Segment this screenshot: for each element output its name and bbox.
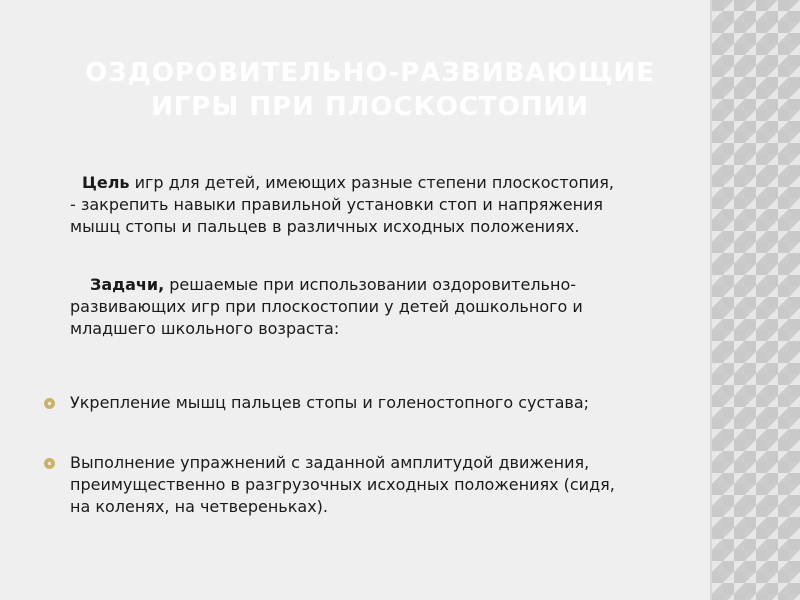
goal-paragraph xyxy=(70,172,670,238)
goal-line-1: игр для детей, имеющих разные степени плоскостопия, xyxy=(129,173,615,192)
side-decorative-pattern xyxy=(712,0,800,600)
title-line-1: ОЗДОРОВИТЕЛЬНО-РАЗВИВАЮЩИЕ xyxy=(85,58,655,88)
list-item xyxy=(44,452,674,518)
goal-label: Цель xyxy=(82,173,130,192)
bullet-2-line-1: Выполнение упражнений с заданной амплитудой движения, xyxy=(70,453,590,472)
slide-body xyxy=(70,172,670,340)
tasks-paragraph xyxy=(70,274,670,340)
bullet-circle-icon xyxy=(44,398,55,409)
list-item xyxy=(44,392,674,414)
goal-line-2: - закрепить навыки правильной установки стоп и напряжения xyxy=(70,195,604,214)
bullet-circle-icon xyxy=(44,458,55,469)
tasks-line-2: развивающих игр при плоскостопии у детей дошкольного и xyxy=(70,297,583,316)
bullet-2-line-2: преимущественно в разгрузочных исходных положениях (сидя, xyxy=(70,475,615,494)
slide-title xyxy=(60,56,680,124)
tasks-line-3: младшего школьного возраста: xyxy=(70,319,340,338)
goal-line-3: мышц стопы и пальцев в различных исходных положениях. xyxy=(70,217,580,236)
tasks-label: Задачи, xyxy=(90,275,165,294)
tasks-line-1: решаемые при использовании оздоровительно- xyxy=(164,275,577,294)
bullet-1-line-1: Укрепление мышц пальцев стопы и голеностопного сустава; xyxy=(70,393,590,412)
title-line-2: ИГРЫ ПРИ ПЛОСКОСТОПИИ xyxy=(150,92,590,122)
bullet-list xyxy=(44,392,674,518)
bullet-2-line-3: на коленях, на четвереньках). xyxy=(70,497,328,516)
